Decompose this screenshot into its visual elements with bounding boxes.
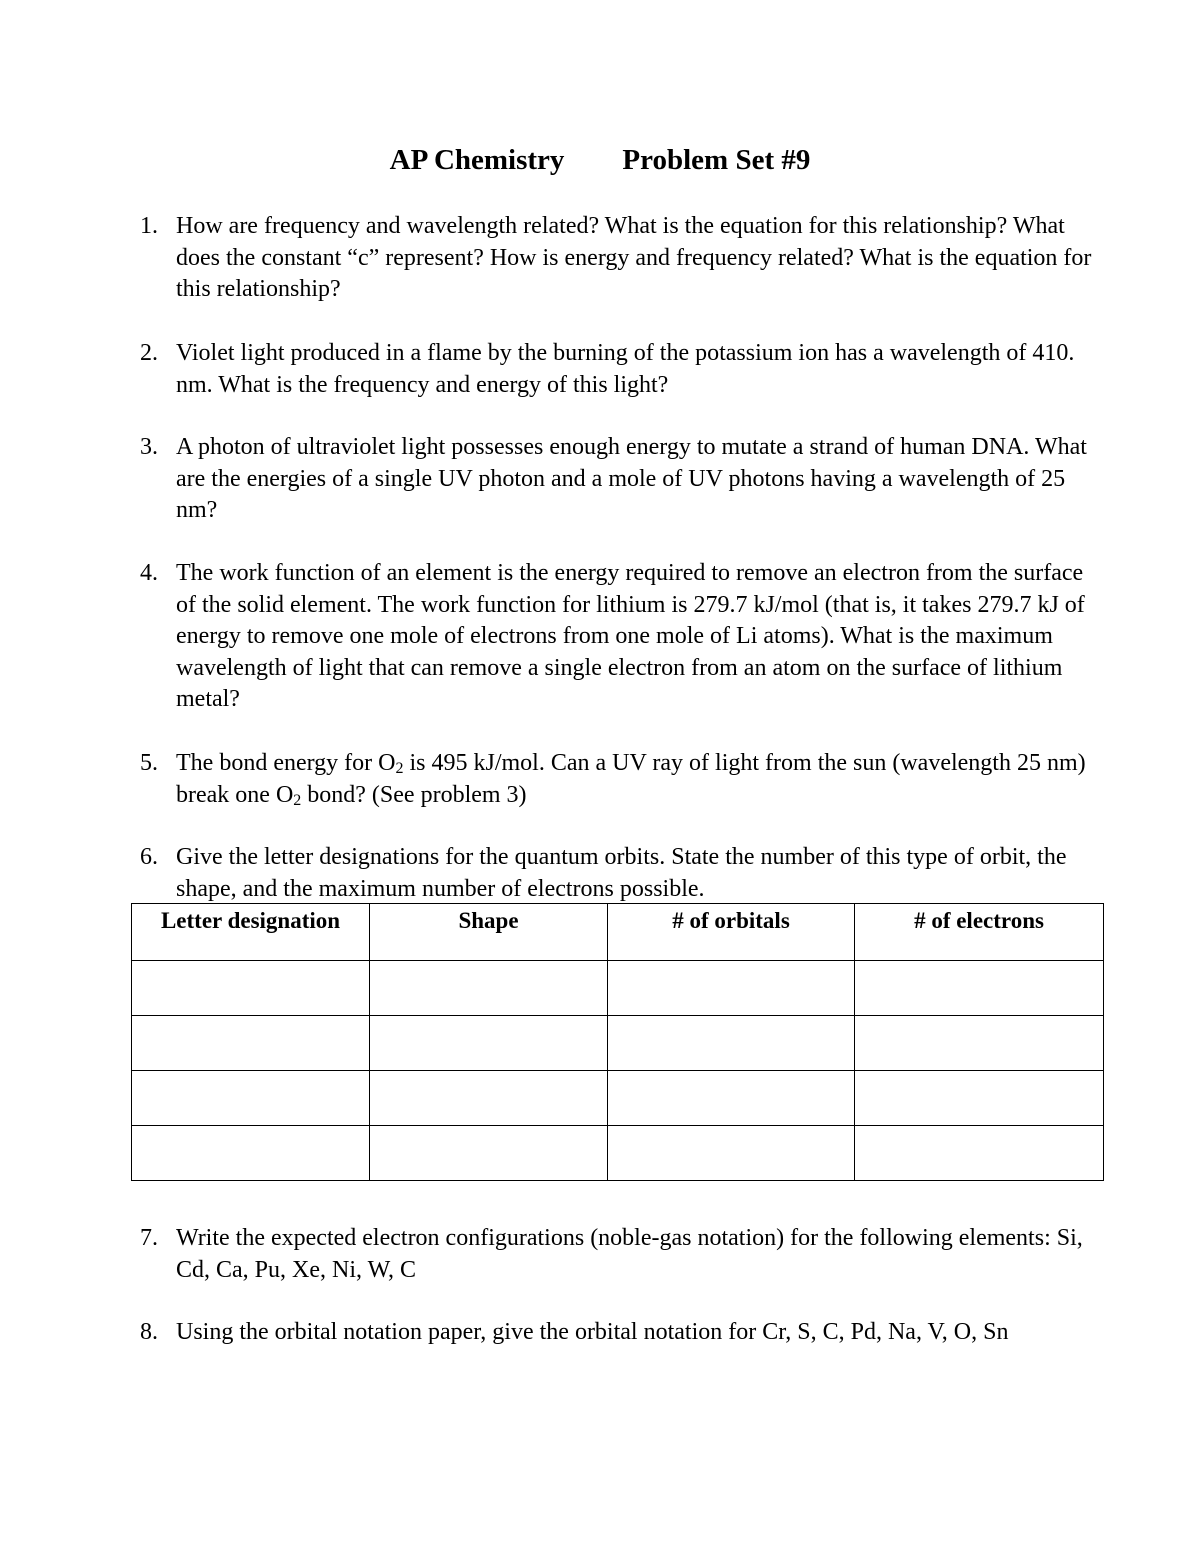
column-header-orbitals: # of orbitals <box>608 904 855 961</box>
question-text-part: The bond energy for O <box>176 750 396 776</box>
page-title <box>0 140 1200 180</box>
table-cell[interactable] <box>370 1126 608 1181</box>
table-row <box>132 961 1104 1016</box>
question-text: How are frequency and wavelength related? What is the equation for this relationship? What does the constant “c” represent? How is energy and frequency related? What is the equation for this relationship? <box>176 213 1092 303</box>
table-cell[interactable] <box>132 1071 370 1126</box>
table-cell[interactable] <box>132 1126 370 1181</box>
question-text: Using the orbital notation paper, give the orbital notation for Cr, S, C, Pd, Na, V, O, Sn <box>176 1319 1009 1345</box>
question-4 <box>140 558 1100 716</box>
table-cell[interactable] <box>132 1016 370 1071</box>
column-header-shape: Shape <box>370 904 608 961</box>
table-cell[interactable] <box>855 961 1104 1016</box>
question-text: A photon of ultraviolet light possesses enough energy to mutate a strand of human DNA. What are the energies of a single UV photon and a mole of UV photons having a wavelength of 25 nm? <box>176 434 1087 524</box>
subscript: 2 <box>293 791 302 809</box>
problem-set-title: Problem Set #9 <box>622 144 811 176</box>
table-cell[interactable] <box>855 1126 1104 1181</box>
table-cell[interactable] <box>370 1071 608 1126</box>
question-number: 2. <box>140 340 158 366</box>
table-row <box>132 1071 1104 1126</box>
question-text: Violet light produced in a flame by the burning of the potassium ion has a wavelength of 410. nm. What is the frequency and energy of this light? <box>176 340 1075 398</box>
subscript: 2 <box>395 760 404 777</box>
question-3 <box>140 432 1100 527</box>
question-text <box>176 748 1100 811</box>
table-cell[interactable] <box>132 961 370 1016</box>
question-text: Write the expected electron configurations (noble-gas notation) for the following elements: Si, Cd, Ca, Pu, Xe, Ni, W, C <box>176 1225 1083 1283</box>
table-cell[interactable] <box>855 1071 1104 1126</box>
table-row <box>132 1016 1104 1071</box>
question-number: 3. <box>140 434 158 460</box>
table-cell[interactable] <box>608 1016 855 1071</box>
table-cell[interactable] <box>855 1016 1104 1071</box>
question-6 <box>140 842 1100 905</box>
question-7 <box>140 1223 1100 1286</box>
question-5 <box>140 748 1100 811</box>
table-cell[interactable] <box>608 1126 855 1181</box>
table-cell[interactable] <box>370 961 608 1016</box>
orbital-table <box>131 903 1104 1181</box>
question-number: 5. <box>140 750 158 776</box>
question-text-part: bond? (See problem 3) <box>301 781 527 808</box>
question-2 <box>140 338 1100 401</box>
question-number: 8. <box>140 1319 158 1345</box>
question-1 <box>140 211 1100 306</box>
table-cell[interactable] <box>608 1071 855 1126</box>
question-number: 4. <box>140 560 158 586</box>
column-header-electrons: # of electrons <box>855 904 1104 961</box>
question-number: 6. <box>140 844 158 870</box>
question-text: Give the letter designations for the quantum orbits. State the number of this type of orbit, the shape, and the maximum number of electrons possible. <box>176 844 1067 902</box>
column-header-letter-designation: Letter designation <box>132 904 370 961</box>
table-row <box>132 1126 1104 1181</box>
question-number: 1. <box>140 213 158 239</box>
question-text-part: is 495 kJ/mol. Can a UV ray of light from the sun (wavelength 25 nm) break one O <box>176 750 1086 808</box>
course-title: AP Chemistry <box>389 144 565 176</box>
table-header-row <box>132 904 1104 961</box>
table-cell[interactable] <box>370 1016 608 1071</box>
question-8 <box>140 1317 1100 1349</box>
question-number: 7. <box>140 1225 158 1251</box>
table-cell[interactable] <box>608 961 855 1016</box>
question-text: The work function of an element is the energy required to remove an electron from the surface of the solid element. The work function for lithium is 279.7 kJ/mol (that is, it takes 279.7 kJ of energy to remove one mole of electrons from one mole of Li atoms). What is the maximum wavelength of light that can remove a single electron from an atom on the surface of lithium metal? <box>176 560 1085 713</box>
